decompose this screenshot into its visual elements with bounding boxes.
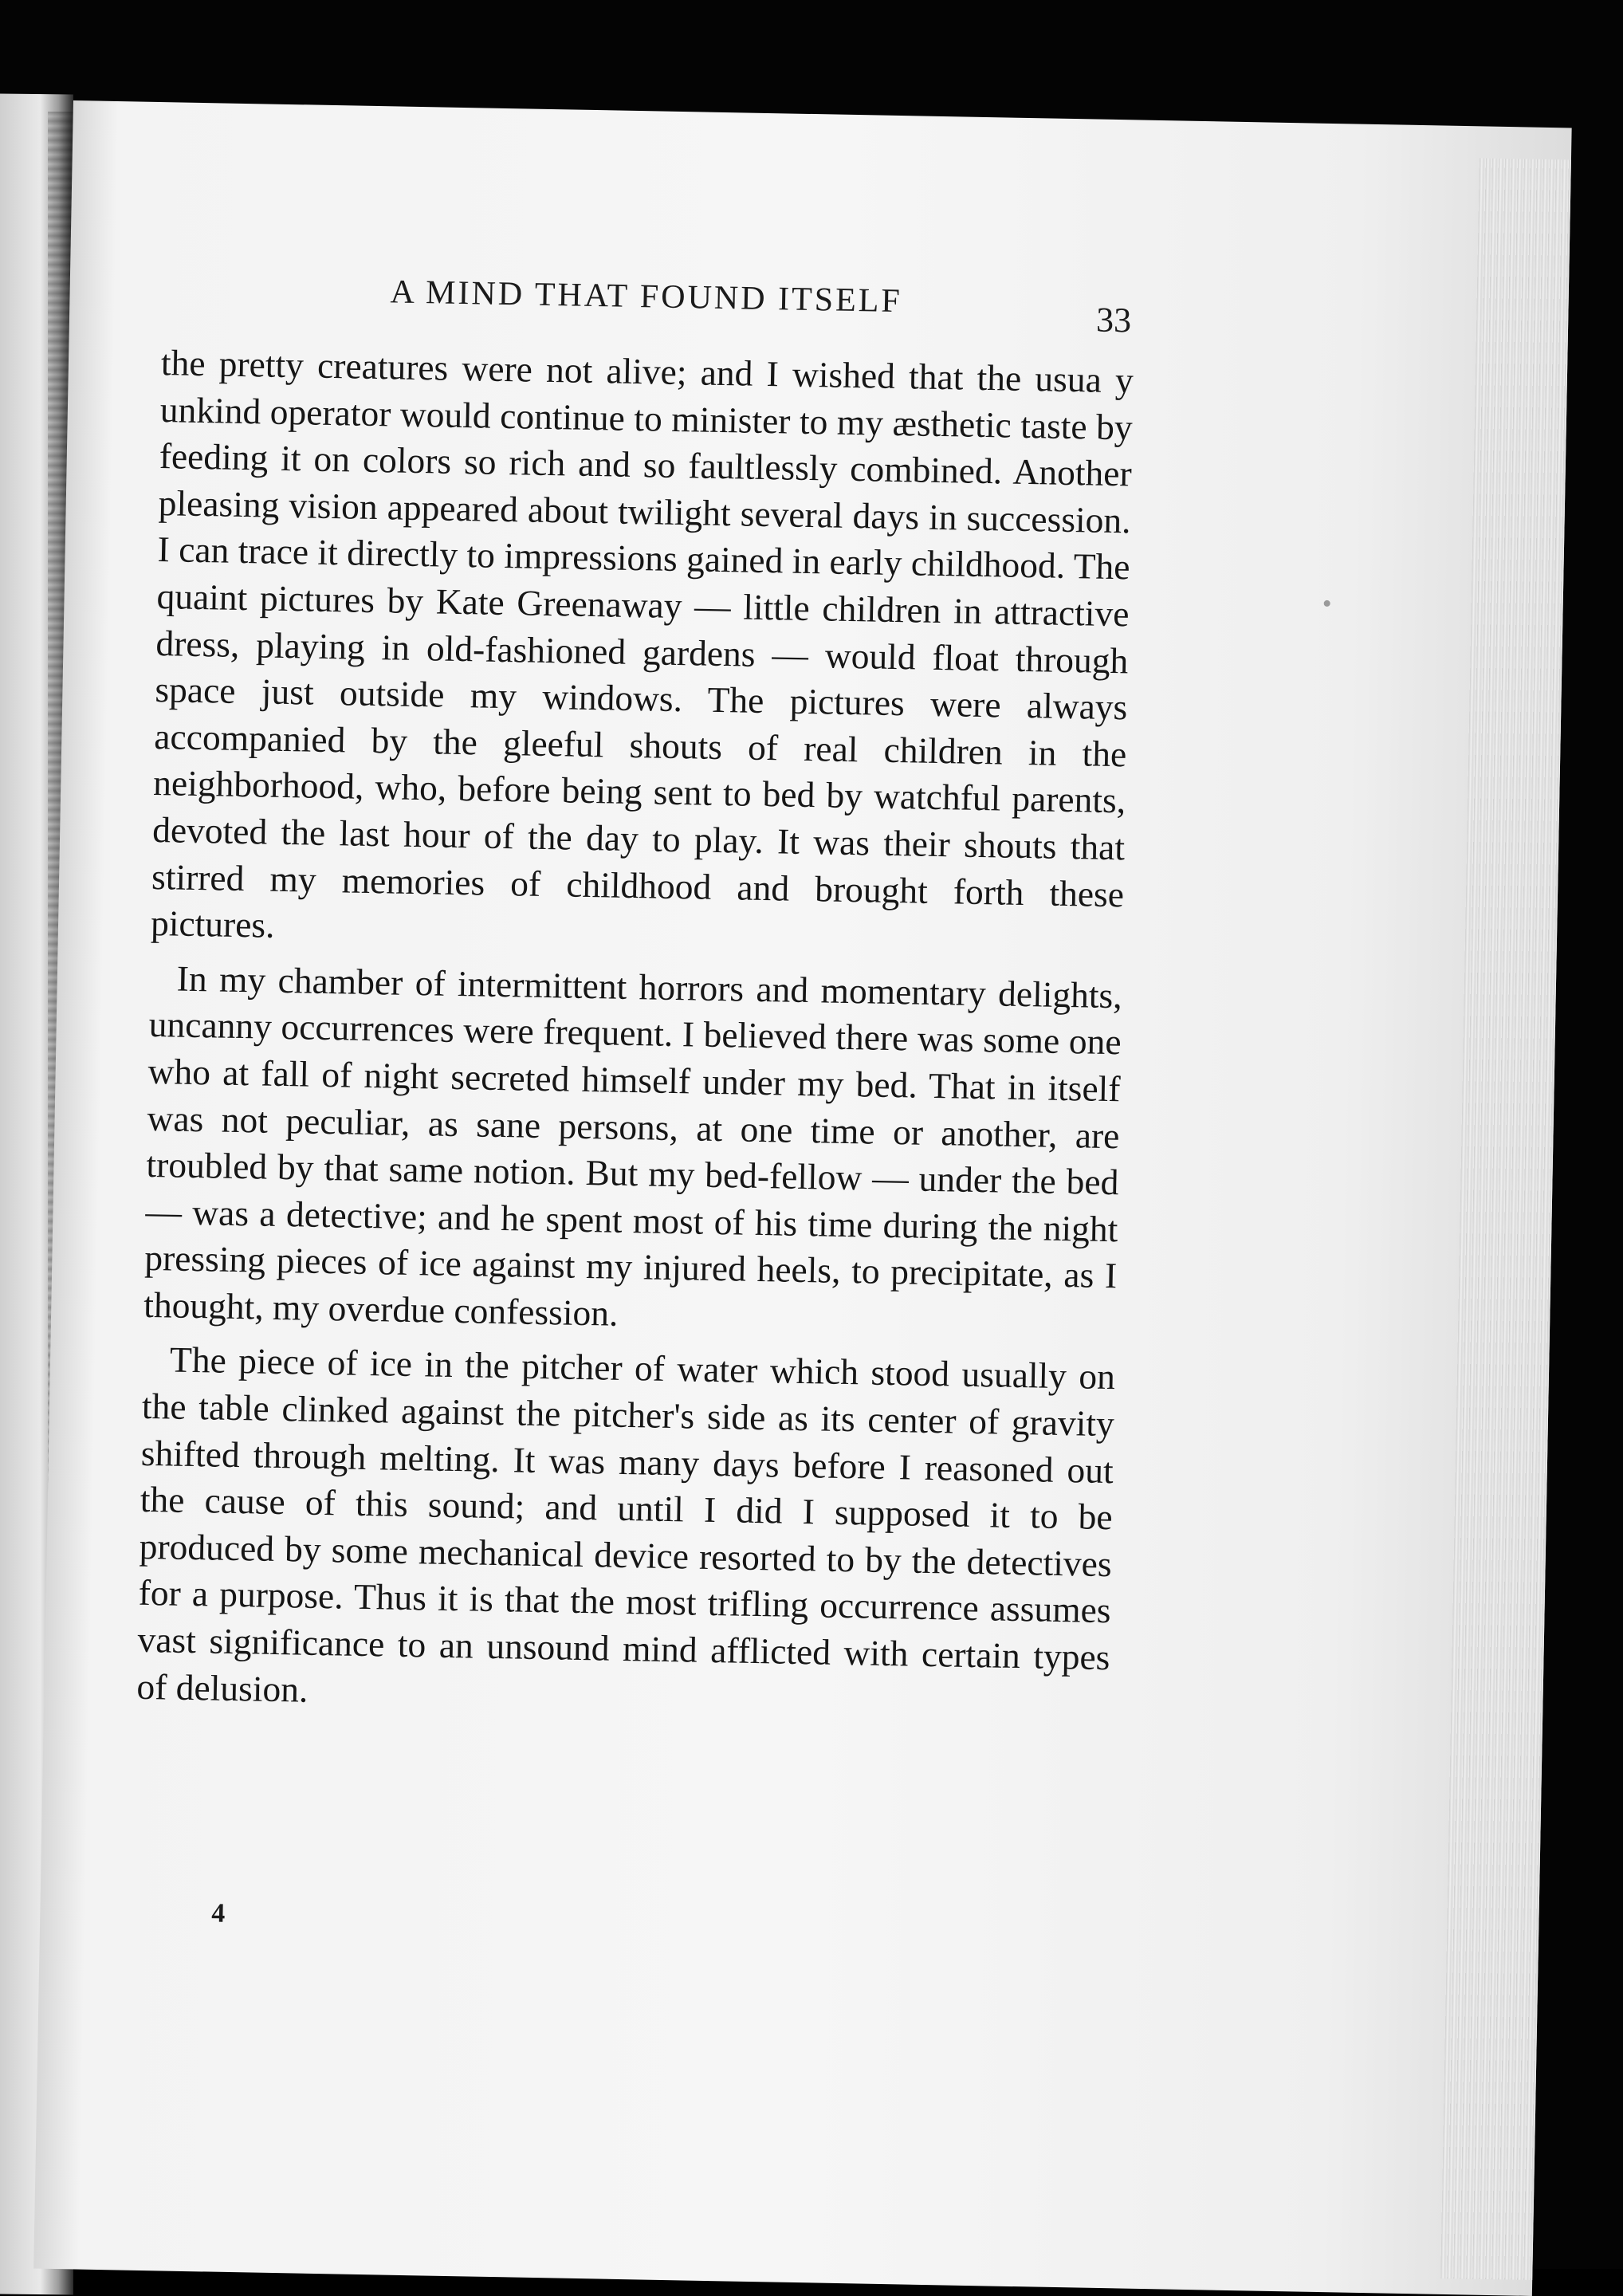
page-number: 33	[1095, 300, 1132, 340]
paragraph-2: In my chamber of intermittent horrors and momentary delights, uncanny occurrences were frequent. I believed there was some one who at fall of night secreted himself under my bed. That in itself was not peculiar, as sane persons, at one time or another, are troubled by that same notion. But my bed-fellow — under the bed — was a detective; and he spent most of his time during the night pressing pieces of ice against my injured heels, to precipitate, as I thought, my overdue confession.	[143, 957, 1123, 1334]
dust-speck	[1324, 600, 1330, 607]
body-text	[136, 340, 1134, 1728]
signature-mark: 4	[211, 1898, 226, 1928]
book-page	[33, 100, 1572, 2296]
paragraph-1: the pretty creatures were not alive; and I wished that the usua y unkind operator would continue to minister to my æsthetic taste by feeding it on colors so rich and so faultlessly combined. Another pleasing vision appeared about twilight several days in succession. I can trace it directly to impressions gained in early childhood. The quaint pictures by Kate Greenaway — little children in attractive dress, playing in old-fashioned gardens — would float through space just outside my windows. The pictures were always accompanied by the gleeful shouts of real children in the neighborhood, who, before being sent to bed by watchful parents, devoted the last hour of the day to play. It was their shouts that stirred my memories of childhood and brought forth these pictures.	[150, 342, 1134, 946]
running-head: A MIND THAT FOUND ITSELF	[390, 273, 903, 320]
paragraph-3: The piece of ice in the pitcher of water which stood usually on the table clinked against the pitcher's side as its center of gravity shifted through melting. It was many days before I reasoned out the cause of this sound; and until I did I supposed it to be produced by some mechanical device resorted to by the detectives for a purpose. Thus it is that the most trifling occurrence assumes vast significance to an unsound mind afflicted with certain types of delusion.	[136, 1339, 1116, 1710]
